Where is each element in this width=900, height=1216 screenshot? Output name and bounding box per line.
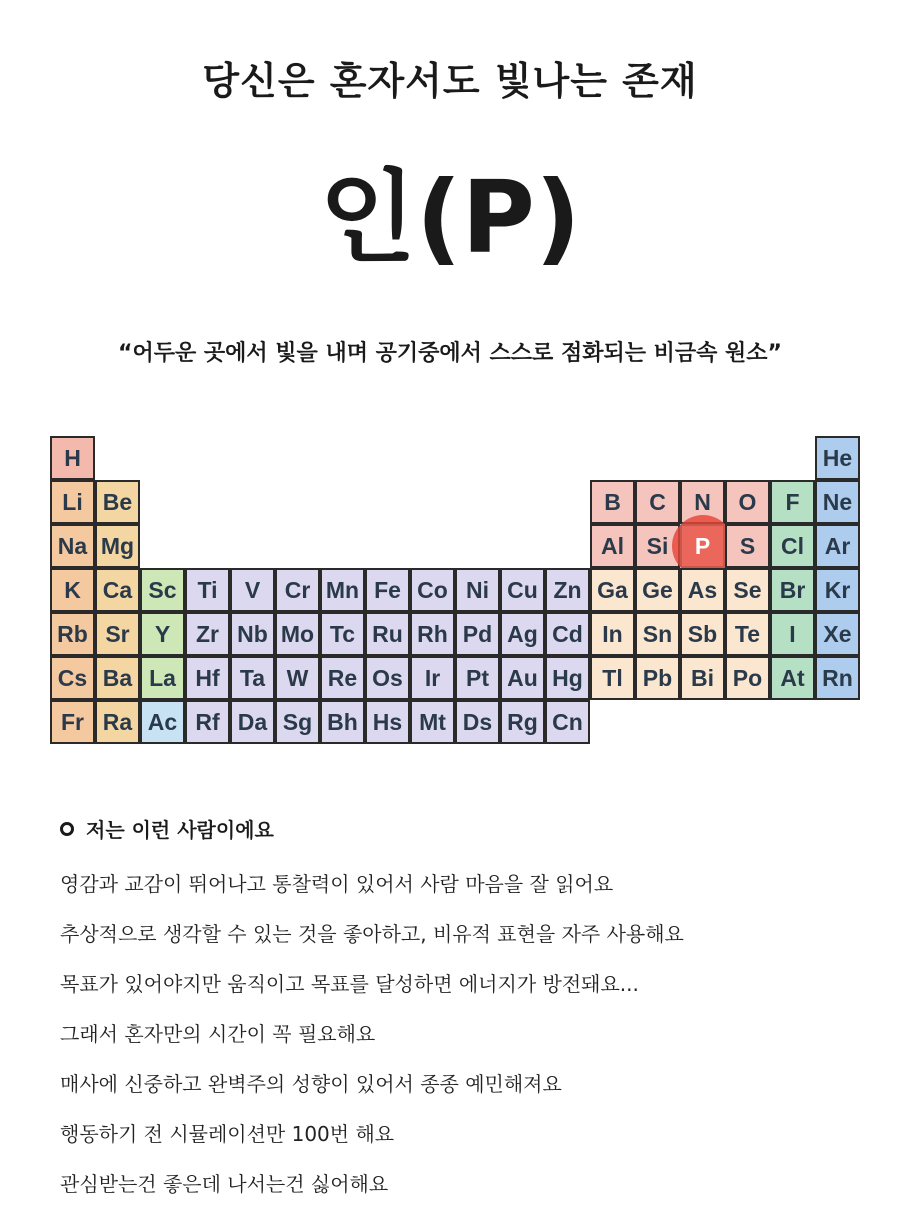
element-cell-cu: Cu [500, 568, 545, 612]
element-cell-ne: Ne [815, 480, 860, 524]
element-cell-pb: Pb [635, 656, 680, 700]
section-heading [60, 814, 274, 843]
element-cell-rg: Rg [500, 700, 545, 744]
element-cell-sc: Sc [140, 568, 185, 612]
element-cell-as: As [680, 568, 725, 612]
element-cell-ag: Ag [500, 612, 545, 656]
element-cell-s: S [725, 524, 770, 568]
element-cell-ge: Ge [635, 568, 680, 612]
element-cell-xe: Xe [815, 612, 860, 656]
trait-item: 영감과 교감이 뛰어나고 통찰력이 있어서 사람 마음을 잘 읽어요 [60, 872, 614, 896]
element-cell-ac: Ac [140, 700, 185, 744]
subtitle: 당신은 혼자서도 빛나는 존재 [202, 59, 698, 103]
element-cell-cl: Cl [770, 524, 815, 568]
element-cell-tl: Tl [590, 656, 635, 700]
element-cell-co: Co [410, 568, 455, 612]
element-cell-da: Da [230, 700, 275, 744]
element-cell-os: Os [365, 656, 410, 700]
trait-item: 그래서 혼자만의 시간이 꼭 필요해요 [60, 1022, 376, 1046]
element-cell-ir: Ir [410, 656, 455, 700]
element-cell-o: O [725, 480, 770, 524]
element-cell-li: Li [50, 480, 95, 524]
element-cell-rh: Rh [410, 612, 455, 656]
element-cell-c: C [635, 480, 680, 524]
element-cell-he: He [815, 436, 860, 480]
element-cell-re: Re [320, 656, 365, 700]
trait-item: 관심받는건 좋은데 나서는건 싫어해요 [60, 1172, 389, 1196]
element-cell-rf: Rf [185, 700, 230, 744]
element-cell-y: Y [140, 612, 185, 656]
element-cell-te: Te [725, 612, 770, 656]
element-cell-hg: Hg [545, 656, 590, 700]
element-cell-sg: Sg [275, 700, 320, 744]
element-cell-f: F [770, 480, 815, 524]
element-cell-ti: Ti [185, 568, 230, 612]
element-cell-v: V [230, 568, 275, 612]
element-cell-ba: Ba [95, 656, 140, 700]
element-cell-nb: Nb [230, 612, 275, 656]
element-cell-hs: Hs [365, 700, 410, 744]
circle-bullet-icon [60, 822, 74, 836]
element-cell-pd: Pd [455, 612, 500, 656]
element-cell-na: Na [50, 524, 95, 568]
element-cell-n: N [680, 480, 725, 524]
element-cell-si: Si [635, 524, 680, 568]
section-heading-label: 저는 이런 사람이에요 [86, 818, 274, 842]
element-cell-mn: Mn [320, 568, 365, 612]
element-cell-bi: Bi [680, 656, 725, 700]
element-cell-ar: Ar [815, 524, 860, 568]
element-cell-k: K [50, 568, 95, 612]
trait-item: 목표가 있어야지만 움직이고 목표를 달성하면 에너지가 방전돼요... [60, 972, 639, 996]
element-cell-ta: Ta [230, 656, 275, 700]
element-cell-sr: Sr [95, 612, 140, 656]
element-cell-in: In [590, 612, 635, 656]
element-cell-zn: Zn [545, 568, 590, 612]
element-cell-mt: Mt [410, 700, 455, 744]
element-cell-mo: Mo [275, 612, 320, 656]
element-cell-w: W [275, 656, 320, 700]
element-cell-rb: Rb [50, 612, 95, 656]
element-cell-al: Al [590, 524, 635, 568]
element-cell-at: At [770, 656, 815, 700]
element-cell-bh: Bh [320, 700, 365, 744]
element-cell-ra: Ra [95, 700, 140, 744]
element-cell-po: Po [725, 656, 770, 700]
element-cell-sb: Sb [680, 612, 725, 656]
element-cell-cd: Cd [545, 612, 590, 656]
element-cell-cs: Cs [50, 656, 95, 700]
page-title: 인(P) [319, 159, 581, 276]
trait-item: 행동하기 전 시뮬레이션만 100번 해요 [60, 1122, 395, 1146]
element-cell-h: H [50, 436, 95, 480]
element-cell-zr: Zr [185, 612, 230, 656]
element-cell-ca: Ca [95, 568, 140, 612]
element-cell-br: Br [770, 568, 815, 612]
element-cell-hf: Hf [185, 656, 230, 700]
element-cell-b: B [590, 480, 635, 524]
element-cell-tc: Tc [320, 612, 365, 656]
element-cell-kr: Kr [815, 568, 860, 612]
element-cell-au: Au [500, 656, 545, 700]
element-cell-sn: Sn [635, 612, 680, 656]
element-cell-cr: Cr [275, 568, 320, 612]
element-cell-p: P [680, 524, 725, 568]
element-cell-rn: Rn [815, 656, 860, 700]
trait-item: 매사에 신중하고 완벽주의 성향이 있어서 종종 예민해져요 [60, 1072, 562, 1096]
trait-list [60, 864, 684, 1214]
element-cell-pt: Pt [455, 656, 500, 700]
element-cell-fe: Fe [365, 568, 410, 612]
element-cell-fr: Fr [50, 700, 95, 744]
element-cell-ds: Ds [455, 700, 500, 744]
periodic-table [50, 436, 860, 752]
element-cell-be: Be [95, 480, 140, 524]
trait-item: 추상적으로 생각할 수 있는 것을 좋아하고, 비유적 표현을 자주 사용해요 [60, 922, 684, 946]
element-cell-la: La [140, 656, 185, 700]
element-cell-ru: Ru [365, 612, 410, 656]
element-cell-ni: Ni [455, 568, 500, 612]
element-cell-cn: Cn [545, 700, 590, 744]
element-cell-se: Se [725, 568, 770, 612]
element-cell-mg: Mg [95, 524, 140, 568]
element-description-quote: “어두운 곳에서 빛을 내며 공기중에서 스스로 점화되는 비금속 원소” [118, 341, 782, 366]
element-cell-i: I [770, 612, 815, 656]
element-cell-ga: Ga [590, 568, 635, 612]
